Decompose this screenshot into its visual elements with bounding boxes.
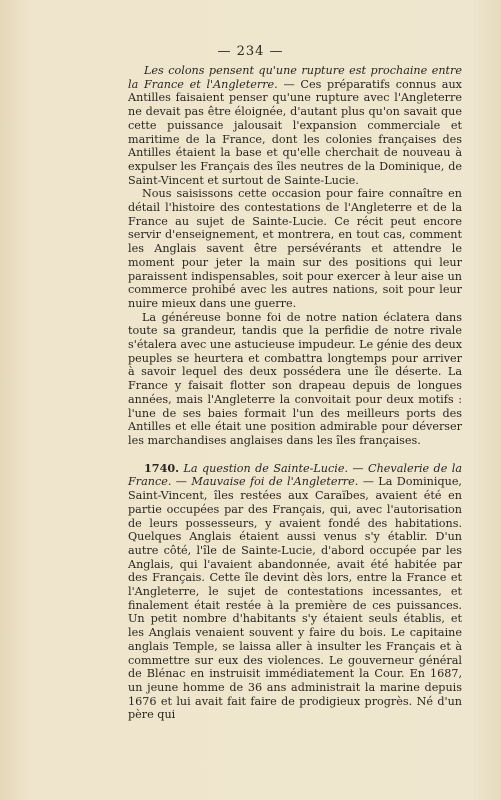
page-number: — 234 — [217,44,284,59]
paragraph [128,462,462,722]
paragraph [128,64,462,187]
paragraph-text: — Ces préparatifs connus aux Antilles faisaient penser qu'une rupture avec l'Angleterre ne devait pas être éloignée, d'autant plus qu'on savait que cette puissance jalousait l'expansion commerciale et maritime de la France, dont les colonies françaises des Antilles étaient la base et qu'elle cherchait de nouveau à expulser les Français des îles neutres de la Dominique, de Saint-Vincent et surtout de Sainte-Lucie. [128,77,462,187]
year-marker: 1740. [144,460,180,475]
section-heading: Les colons pensent qu'une rupture est prochaine entre la France et l'Angleterre. [128,64,462,91]
paragraph: La généreuse bonne foi de notre nation éclatera dans toute sa grandeur, tandis que la perfidie de notre rivale s'étalera avec une astucieuse impudeur. Le génie des deux peuples se heurtera et combattra longtemps pour arriver à savoir lequel des deux possédera une île déserte. La France y faisait flotter son drapeau depuis de longues années, mais l'Angleterre la convoitait pour deux motifs : l'une de ses baies formait l'un des meilleurs ports des Antilles et elle était une position admirable pour déverser les marchandises anglaises dans les îles françaises. [128,310,462,447]
section-gap [128,448,462,462]
paragraph: Nous saisissons cette occasion pour faire connaître en détail l'histoire des contestations de l'Angleterre et de la France au sujet de Sainte-Lucie. Ce récit peut encore servir d'enseignement, et montrera, en tout cas, comment les Anglais savent être persévérants et attendre le moment pour jeter la main sur des positions qui leur paraissent indispensables, soit pour exercer à leur aise un commerce prohibé avec les autres nations, soit pour leur nuire mieux dans une guerre. [128,187,462,310]
section-heading: La question de Sainte-Lucie. — Chevalerie de la France. — Mauvaise foi de l'Angleterre. [128,461,462,489]
paragraph-text: — La Dominique, Saint-Vincent, îles restées aux Caraïbes, avaient été en partie occupées par des Français, qui, avec l'autorisation de leurs possesseurs, y avaient fondé des habitations. Quelques Anglais étaient aussi venus s'y établir. D'un autre côté, l'île de Sainte-Lucie, d'abord occupée par les Anglais, qui l'avaient abandonnée, avait été habitée par des Français. Cette île devint dès lors, entre la France et l'Angleterre, le sujet de contestations incessantes, et finalement était restée à la première de ces puissances. Un petit nombre d'habitants s'y étaient seuls établis, et les Anglais venaient souvent y faire du bois. Le capitaine anglais Temple, se laissa aller à insulter les Français et à commettre sur eux des violences. Le gouverneur général de Blénac en instruisit immédiatement la Cour. En 1687, un jeune homme de 36 ans administrait la marine depuis 1676 et lui avait fait faire de prodigieux progrès. Né d'un père qui [128,475,462,722]
body-text [128,64,462,722]
